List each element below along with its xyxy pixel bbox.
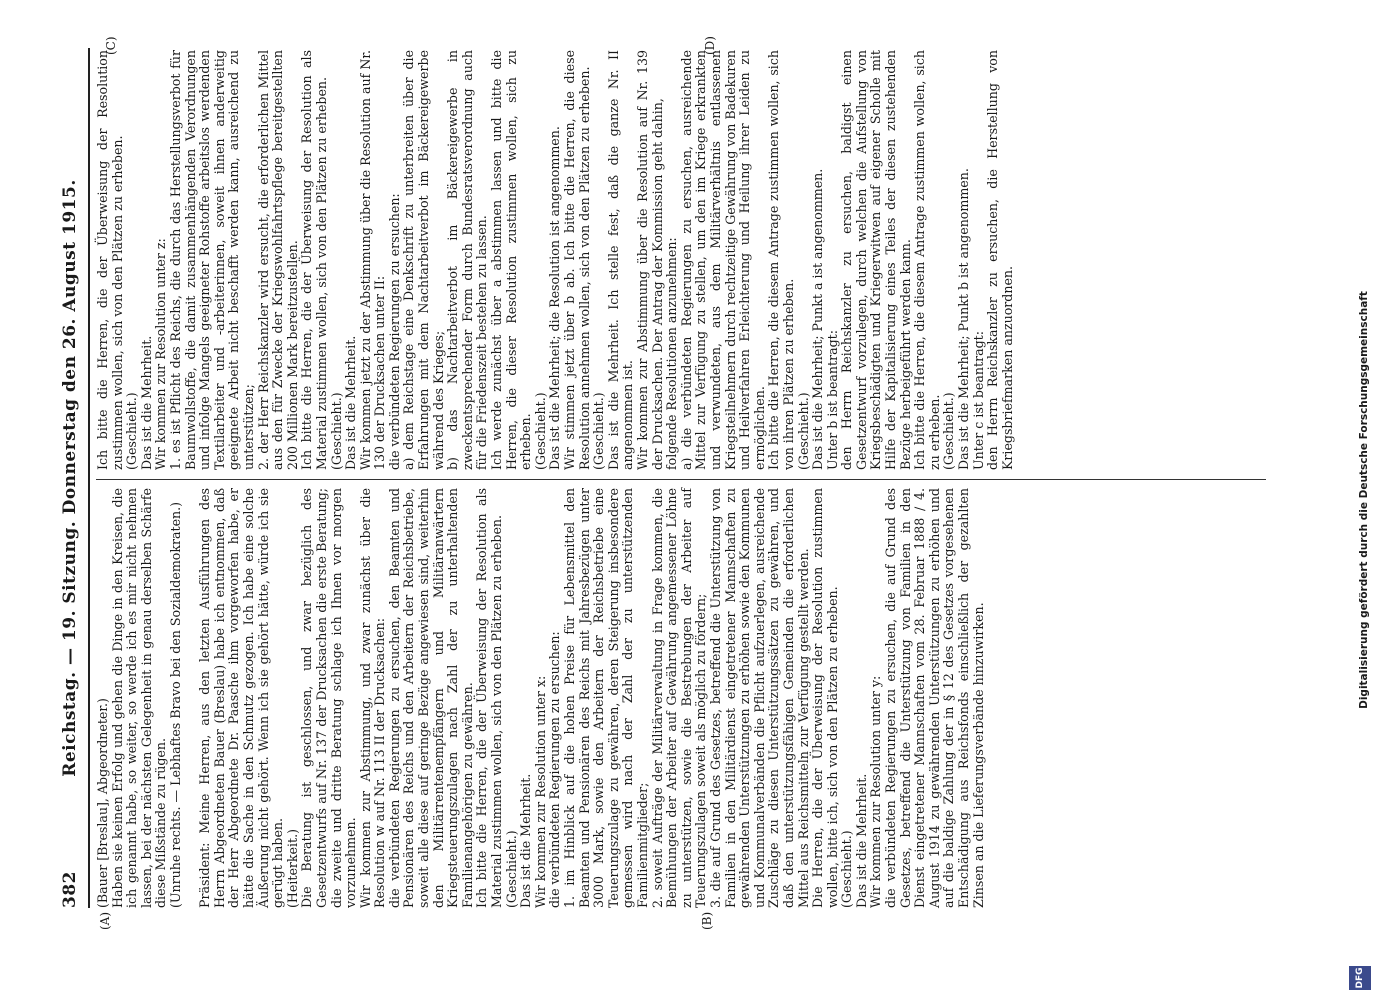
column-divider [96, 479, 1266, 480]
left-column-text: (Bauer [Breslau], Abgeordneter.) Haben sie keinen Erfolg und gehen die Dinge in den Kreisen, die ich genannt habe, so weiter, so werde ich es mir nicht nehmen lassen, bei der nächsten Gelegenheit in genau derselben Schärfe diese Mißstände zu rügen. (Unruhe rechts. — Lebhaftes Bravo bei den Sozialdemokraten.) Präsident: Meine Herren, aus den letzten Ausführungen des Herrn Abgeordneten Bauer (Breslau) habe ich entnommen, daß der Herr Abgeordnete Dr. Paasche ihm vorgeworfen habe, er hätte die Sache in den Schmutz gezogen. Ich habe eine solche Äußerung nicht gehört. Wenn ich sie gehört hätte, würde ich sie gerügt haben. (Heiterkeit.) Die Beratung ist geschlossen, und zwar bezüglich des Gesetzentwurfs auf Nr. 137 der Drucksachen die erste Beratung; die zweite und dritte Beratung schlage ich Ihnen vor morgen vorzunehmen. Wir kommen zur Abstimmung, und zwar zunächst über die Resolution w auf Nr. 113 II der Drucksachen: die verbündeten Regierungen zu ersuchen, den Beamten und Pensionären des Reichs und den Arbeitern der Reichsbetriebe, soweit alle diese auf geringe Bezüge angewiesen sind, weiterhin den Militärrentenempfängern und Militäranwärtern Kriegsteuerungszulagen nach Zahl der zu unterhaltenden Familienangehörigen zu gewähren. Ich bitte die Herren, die der Überweisung der Resolution als Material zustimmen wollen, sich von den Plätzen zu erheben. (Geschieht.) Das ist die Mehrheit. Wir kommen zur Resolution unter x: die verbündeten Regierungen zu ersuchen: 1. im Hinblick auf die hohen Preise für Lebensmittel den Beamten und Pensionären des Reichs mit Jahresbezügen unter 3000 Mark, sowie den Arbeitern der Reichsbetriebe eine Teuerungszulage zu gewähren, deren Steigerung insbesondere gemessen wird nach der Zahl der zu unterstützenden Familienmitglieder; 2. soweit Aufträge der Militärverwaltung in Frage kommen, die Bemühungen der Arbeiter auf Gewährung angemessener Löhne zu unterstützen, sowie die Bestrebungen der Arbeiter auf Teuerungszulagen soweit als möglich zu fördern; 3. die auf Grund des Gesetzes, betreffend die Unterstützung von Familien in den Militärdienst eingetretener Mannschaften zu gewährenden Unterstützungen zu erhöhen sowie den Kommunen und Kommunalverbänden die Pflicht aufzuerlegen, ausreichende Zuschläge zu diesen Unterstützungssätzen zu gewähren, und daß den unterstützungsfähigen Gemeinden die erforderlichen Mittel aus Reichsmitteln zur Verfügung gestellt werden. Die Herren, die der Überweisung der Resolution zustimmen wollen, bitte ich, sich von den Plätzen zu erheben. (Geschieht.) Das ist die Mehrheit. Wir kommen zur Resolution unter y: die verbündeten Regierungen zu ersuchen, die auf Grund des Gesetzes, betreffend die Unterstützung von Familien in den Dienst eingetretener Mannschaften vom 28. Februar 1888 / 4. August 1914 zu gewährenden Unterstützungen zu erhöhen und auf die baldige Zahlung der in § 12 des Gesetzes vorgesehenen Entschädigung aus Reichsfonds einschließlich der gezahlten Zinsen an die Lieferungsverbände hinzuwirken. [95, 488, 986, 908]
digitization-credit: Digitalisierung gefördert durch die Deutsche Forschungsgemeinschaft [1358, 291, 1370, 709]
margin-mark-d: (D) [703, 36, 717, 55]
running-title: Reichstag. — 19. Sitzung. Donnerstag den 26. August 1915. [60, 179, 80, 777]
right-column-text: Ich bitte die Herren, die der Überweisung der Resolution zustimmen wollen, sich von den Plätzen zu erheben. (Geschieht.) Das ist die Mehrheit. Wir kommen zur Resolution unter z: 1. es ist Pflicht des Reichs, die durch das Herstellungsverbot für Baumwollstoffe, die damit zusammenhängenden Verordnungen und infolge Mangels geeigneter Rohstoffe arbeitslos werdenden Textilarbeiter und -arbeiterinnen, soweit ihnen anderweitig geeignete Arbeit nicht beschafft werden kann, ausreichend zu unterstützen; 2. der Herr Reichskanzler wird ersucht, die erforderlichen Mittel aus den für Zwecke der Kriegswohlfahrtspflege bereitgestellten 200 Millionen Mark bereitzustellen. Ich bitte die Herren, die der Überweisung der Resolution als Material zustimmen wollen, sich von den Plätzen zu erheben. (Geschieht.) Das ist die Mehrheit. Wir kommen jetzt zu der Abstimmung über die Resolution auf Nr. 130 der Drucksachen unter II: die verbündeten Regierungen zu ersuchen: a) dem Reichstage eine Denkschrift zu unterbreiten über die Erfahrungen mit dem Nachtarbeitverbot im Bäckereigewerbe während des Krieges; b) das Nachtarbeitverbot im Bäckereigewerbe in zweckentsprechender Form durch Bundesratsverordnung auch für die Friedenszeit bestehen zu lassen. Ich werde zunächst über a abstimmen lassen und bitte die Herren, die dieser Resolution zustimmen wollen, sich zu erheben. (Geschieht.) Das ist die Mehrheit; die Resolution ist angenommen. Wir stimmen jetzt über b ab. Ich bitte die Herren, die diese Resolution annehmen wollen, sich von den Plätzen zu erheben. (Geschieht.) Das ist die Mehrheit. Ich stelle fest, daß die ganze Nr. II angenommen ist. Wir kommen zur Abstimmung über die Resolution auf Nr. 139 der Drucksachen. Der Antrag der Kommission geht dahin, folgende Resolutionen anzunehmen: a) die verbündeten Regierungen zu ersuchen, ausreichende Mittel zur Verfügung zu stellen, um den im Kriege erkrankten und verwundeten, aus dem Militärverhältnis entlassenen Kriegsteilnehmern durch rechtzeitige Gewährung von Badekuren und Heilverfahren Erleichterung und Heilung ihrer Leiden zu ermöglichen. Ich bitte die Herren, die diesem Antrage zustimmen wollen, sich von ihren Plätzen zu erheben. (Geschieht.) Das ist die Mehrheit; Punkt a ist angenommen. Unter b ist beantragt: den Herrn Reichskanzler zu ersuchen, baldigst einen Gesetzentwurf vorzulegen, durch welchen die Aufstellung von Kriegsbeschädigten und Kriegerwitwen auf eigener Scholle mit Hilfe der Kapitalisierung eines Teiles der diesen zustehenden Bezüge herbeigeführt werden kann. Ich bitte die Herren, die diesem Antrage zustimmen wollen, sich zu erheben. (Geschieht.) Das ist die Mehrheit; Punkt b ist angenommen. Unter c ist beantragt: den Herrn Reichskanzler zu ersuchen, die Herstellung von Kriegsbriefmarken anzuordnen. [95, 50, 1015, 470]
margin-mark-c: (C) [104, 36, 118, 55]
margin-mark-b: (B) [700, 911, 714, 930]
dfg-logo: DFG [1349, 966, 1371, 990]
page-header [60, 48, 88, 908]
margin-mark-a: (A) [98, 911, 112, 930]
page-number: 382 [60, 871, 80, 908]
header-rule [88, 48, 90, 908]
